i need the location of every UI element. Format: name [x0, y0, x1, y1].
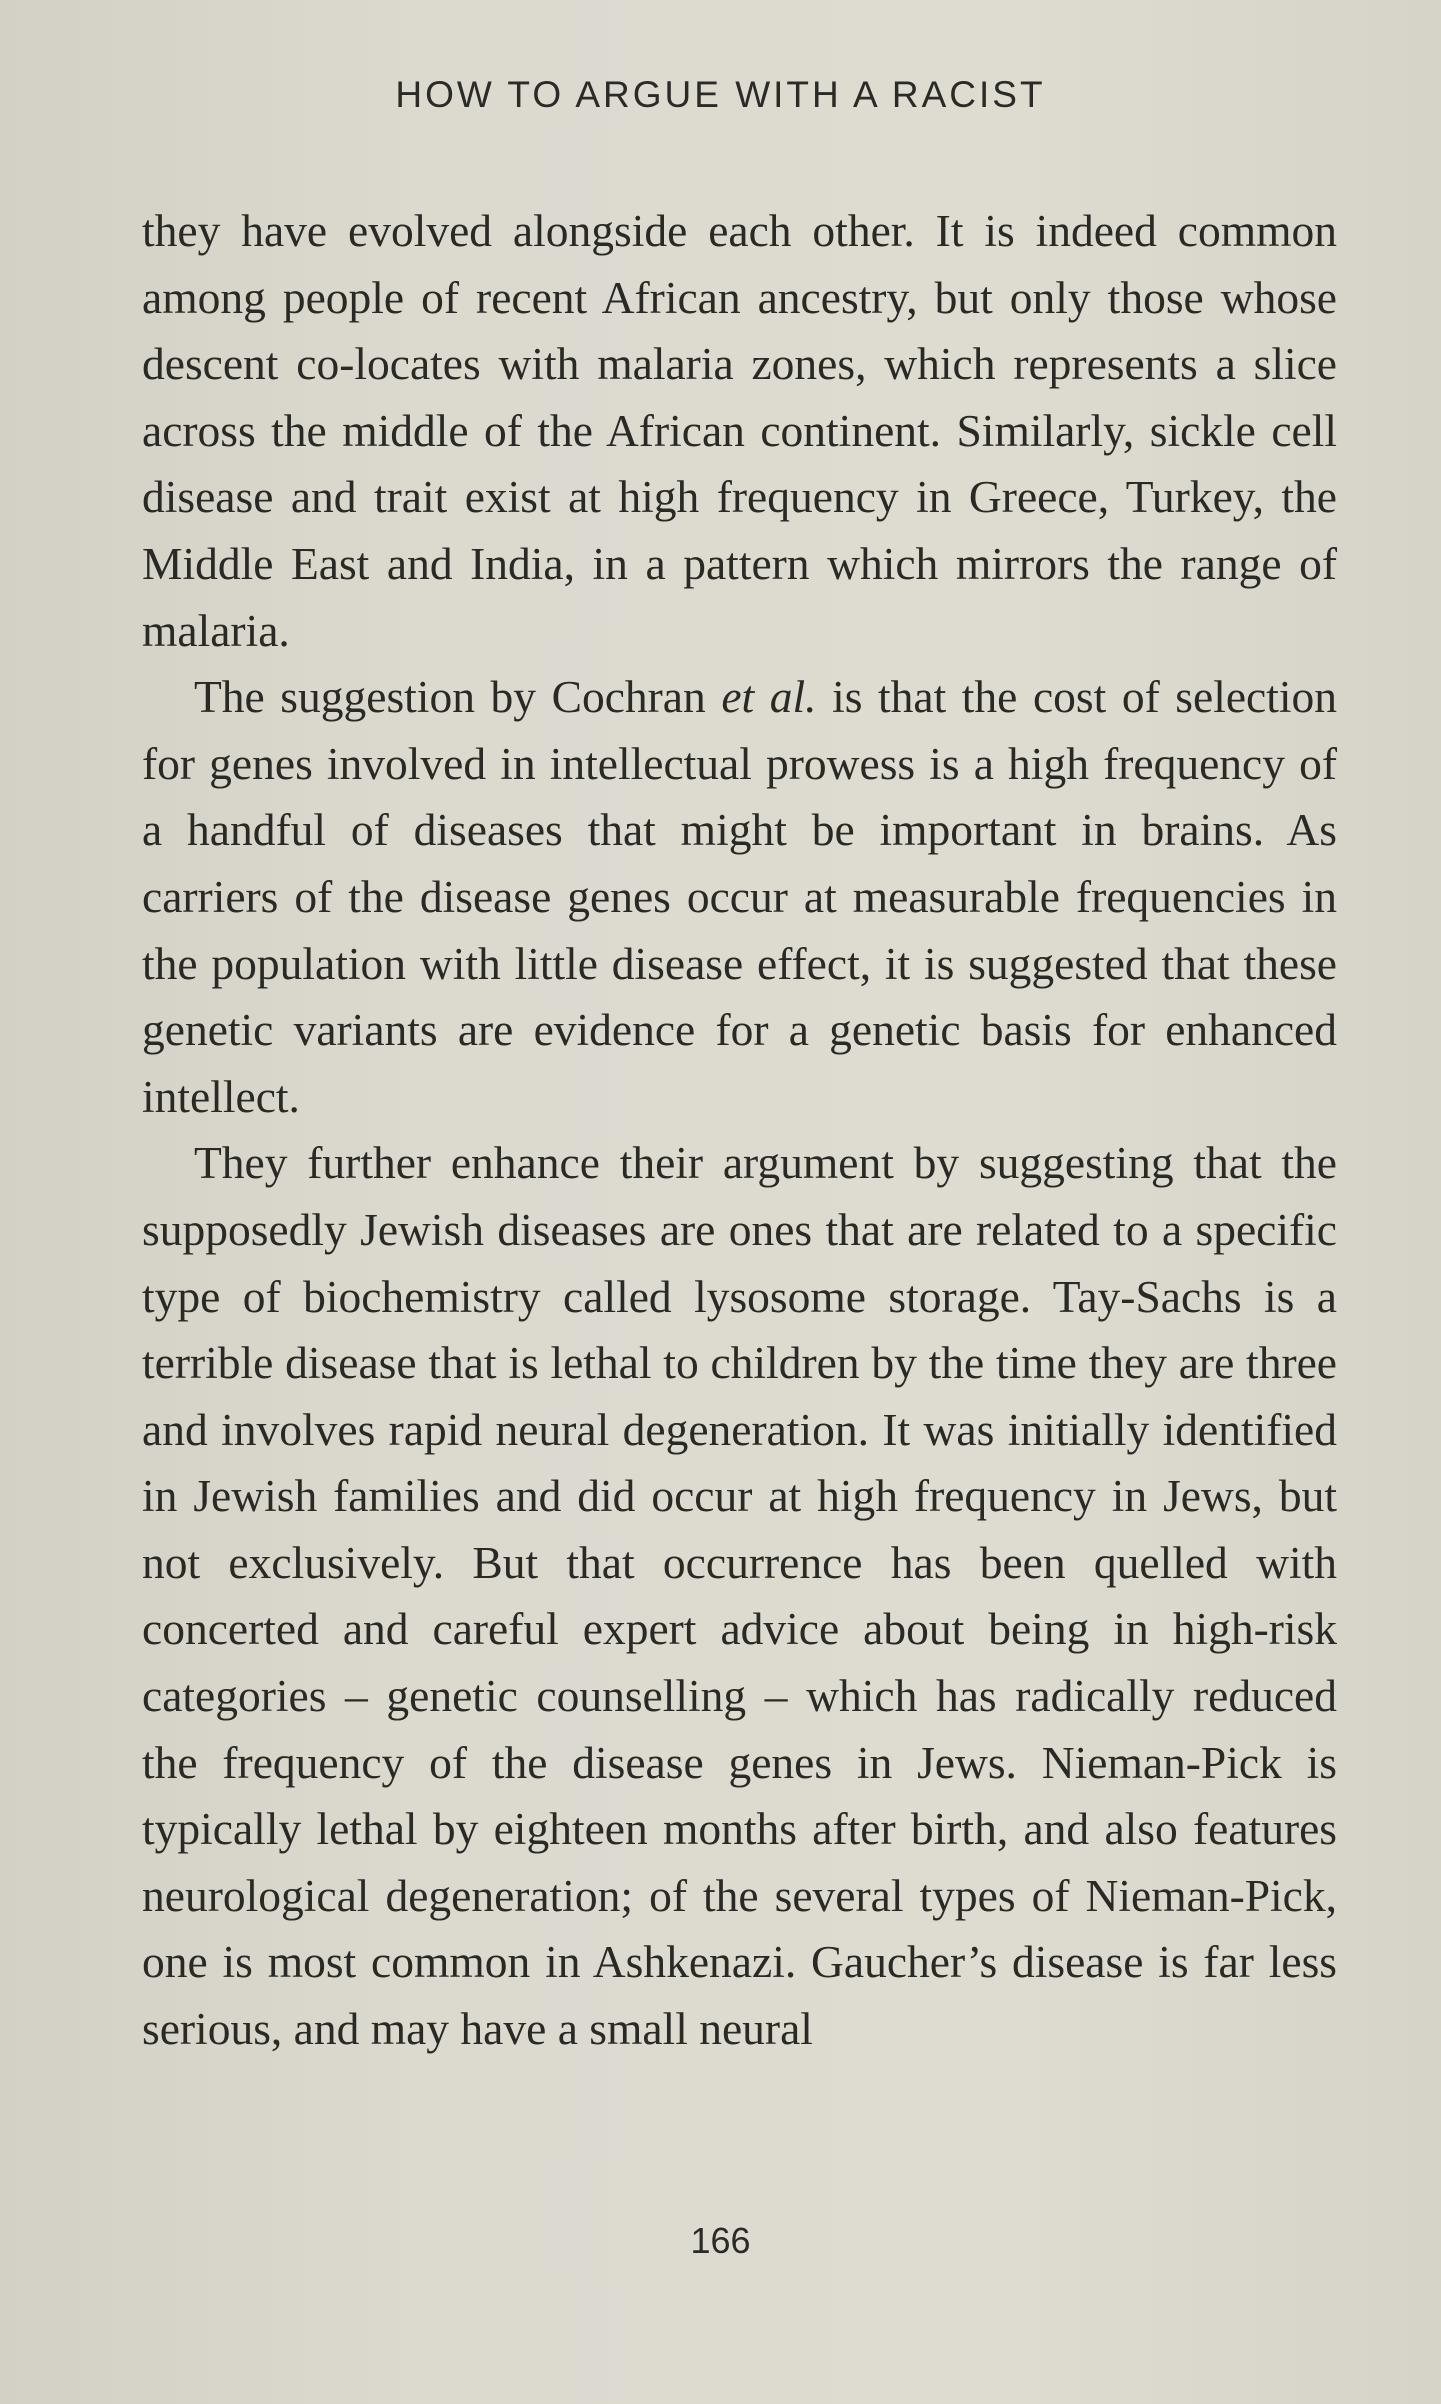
- paragraph-2-italic: et al.: [721, 671, 817, 723]
- paragraph-3: They further enhance their argument by suggesting that the supposedly Jewish diseases are ones that are related to a specific type of biochemistry called lysosome storage. Tay-Sachs is a terrible disease that is lethal to children by the time they are three and involves rapid neural degeneration. It was initially identified in Jewish families and did occur at high frequency in Jews, but not exclusively. But that occurrence has been quelled with concerted and careful expert advice about being in high-risk categories – genetic counselling – which has radically reduced the frequency of the disease genes in Jews. Nieman-Pick is typically lethal by eighteen months after birth, and also features neurological degeneration; of the several types of Nieman-Pick, one is most common in Ashkenazi. Gaucher’s disease is far less serious, and may have a small neural: [142, 1137, 1337, 2055]
- running-head: HOW TO ARGUE WITH A RACIST: [395, 74, 1046, 115]
- paragraph-2-rest: is that the cost of selection for genes involved in intellectual prowess is a high frequency of a handful of diseases that might be important in brains. As carriers of the disease genes occur at measurable frequencies in the population with little disease effect, it is suggested that these genetic variants are evidence for a genetic basis for enhanced intellect.: [142, 671, 1338, 1122]
- page-number: 166: [690, 2220, 751, 2261]
- paragraph-2: [142, 664, 1337, 1130]
- paragraph-1: they have evolved alongside each other. It is indeed common among people of recent African ancestry, but only those whose descent co-locates with malaria zones, which represents a slice across the middle of the African continent. Similarly, sickle cell disease and trait exist at high frequency in Greece, Turkey, the Middle East and India, in a pattern which mirrors the range of malaria.: [142, 205, 1337, 656]
- paragraph-2-lead: The suggestion by Cochran: [194, 671, 722, 723]
- body-text: [142, 198, 1337, 2063]
